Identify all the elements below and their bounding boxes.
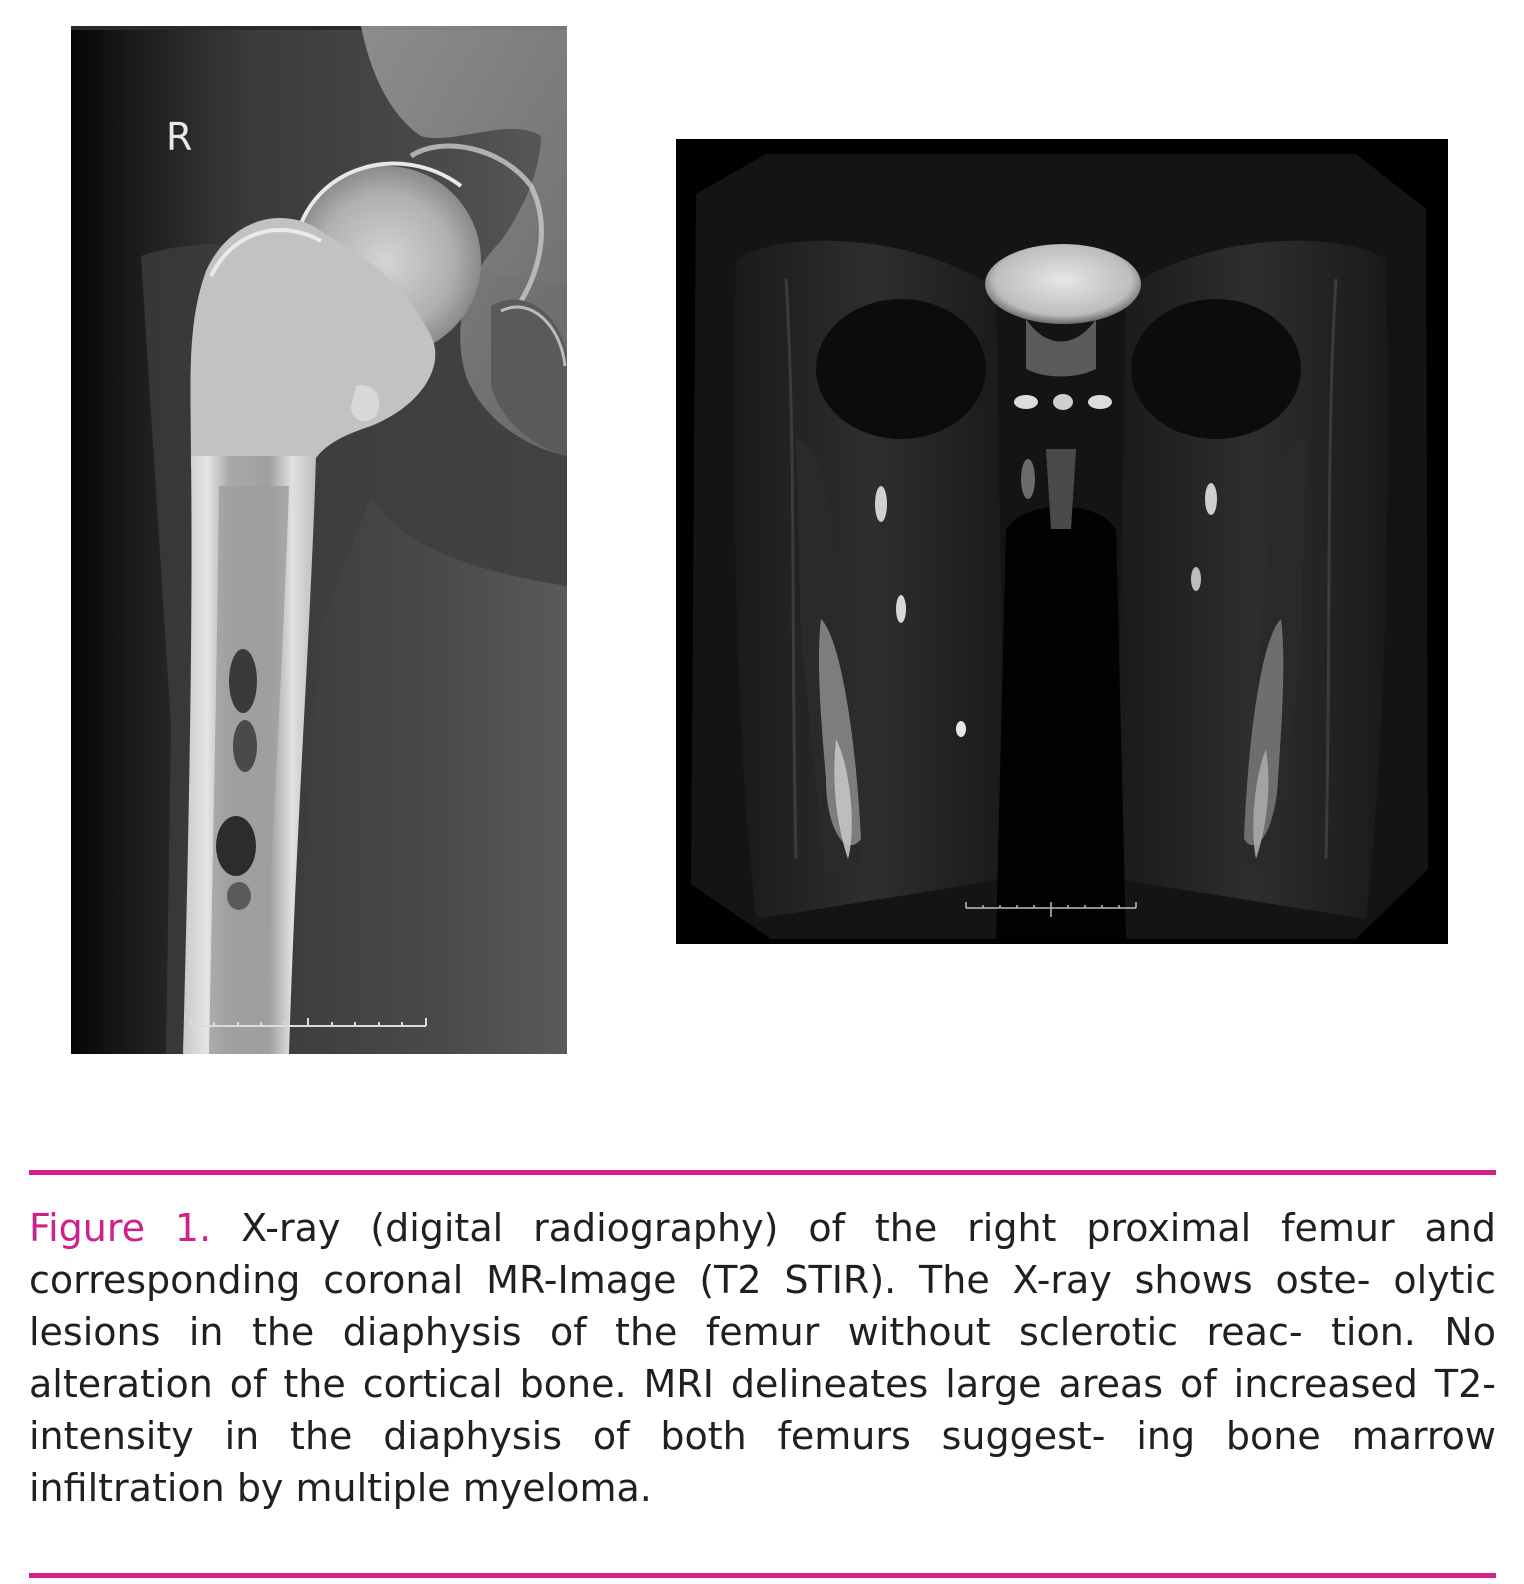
caption-line: tion. No alteration of the cortical bone. MRI delineates large areas <box>29 1310 1496 1406</box>
caption-line: X-ray (digital radiography) of the right proximal femur and <box>241 1206 1496 1250</box>
figure-label: Figure 1. <box>29 1206 212 1250</box>
caption-bottom-rule <box>29 1573 1496 1578</box>
xray-side-marker: R <box>166 115 193 159</box>
figure-caption <box>29 1202 1496 1514</box>
caption-line: corresponding coronal MR-Image (T2 STIR). The X-ray shows oste- <box>29 1258 1371 1302</box>
mri-coronal-scan <box>676 139 1448 944</box>
caption-line: olytic lesions in the diaphysis of the femur without sclerotic reac- <box>29 1258 1496 1354</box>
caption-line: of increased T2-intensity in the diaphysis of both femurs suggest- <box>29 1362 1496 1458</box>
xray-image <box>71 26 567 1054</box>
caption-top-rule <box>29 1170 1496 1175</box>
xray-radiograph <box>71 26 567 1054</box>
caption-line: ing bone marrow infiltration by multiple myeloma. <box>29 1414 1496 1510</box>
mri-image <box>676 139 1448 944</box>
